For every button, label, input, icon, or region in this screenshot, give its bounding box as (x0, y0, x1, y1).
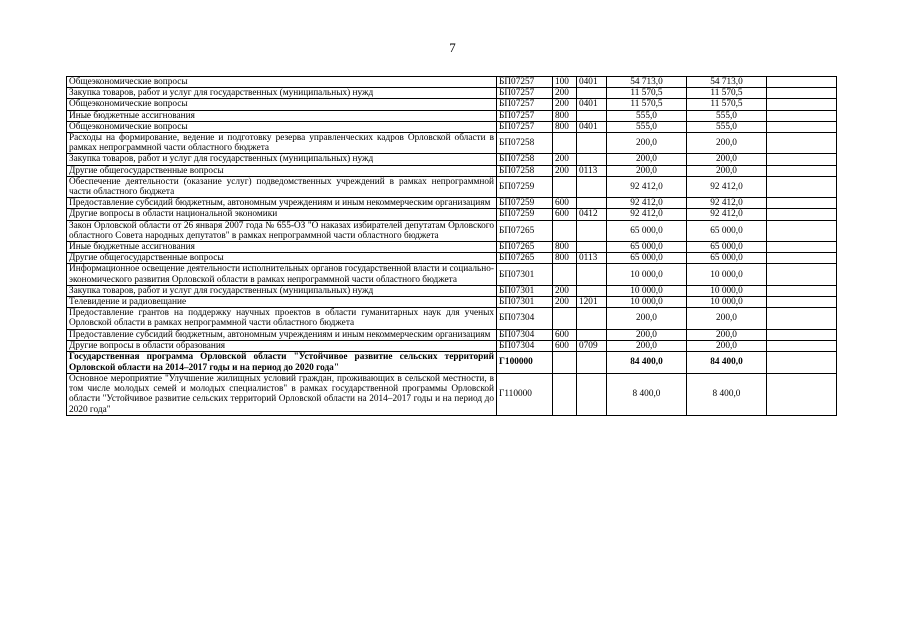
row-name: Другие вопросы в области национальной экономики (67, 209, 497, 220)
row-extra (767, 352, 837, 374)
row-expense-type (553, 133, 577, 154)
row-amount-1: 84 400,0 (607, 352, 687, 374)
row-name: Информационное освещение деятельности исполнительных органов государственной власти и социально-экономического развития Орловской области в рамках непрограммной части областного бюджета (67, 264, 497, 285)
row-amount-1: 54 713,0 (607, 77, 687, 88)
row-section-code (577, 308, 607, 329)
row-amount-1: 92 412,0 (607, 209, 687, 220)
row-amount-2: 200,0 (687, 340, 767, 351)
row-amount-2: 92 412,0 (687, 176, 767, 197)
row-expense-type: 600 (553, 340, 577, 351)
row-extra (767, 110, 837, 121)
row-extra (767, 121, 837, 132)
row-amount-2: 200,0 (687, 329, 767, 340)
row-amount-1: 10 000,0 (607, 264, 687, 285)
row-name: Государственная программа Орловской области "Устойчивое развитие сельских территорий Орловской области на 2014–2017 годы и на период до 2020 года" (67, 352, 497, 374)
row-amount-2: 92 412,0 (687, 198, 767, 209)
table-row (67, 154, 837, 165)
row-amount-2: 84 400,0 (687, 352, 767, 374)
table-row (67, 209, 837, 220)
row-name: Закупка товаров, работ и услуг для государственных (муниципальных) нужд (67, 154, 497, 165)
row-expense-type (553, 352, 577, 374)
row-code: БП07257 (497, 99, 553, 110)
row-expense-type (553, 374, 577, 416)
row-amount-1: 65 000,0 (607, 220, 687, 241)
row-section-code (577, 110, 607, 121)
row-amount-1: 555,0 (607, 121, 687, 132)
row-section-code: 1201 (577, 297, 607, 308)
row-section-code: 0401 (577, 99, 607, 110)
row-code: БП07304 (497, 329, 553, 340)
row-amount-2: 65 000,0 (687, 253, 767, 264)
row-code: Г110000 (497, 374, 553, 416)
row-expense-type: 800 (553, 110, 577, 121)
row-extra (767, 374, 837, 416)
row-section-code: 0113 (577, 165, 607, 176)
row-name: Иные бюджетные ассигнования (67, 110, 497, 121)
table-row (67, 352, 837, 374)
row-section-code (577, 264, 607, 285)
row-code: БП07301 (497, 264, 553, 285)
row-expense-type: 100 (553, 77, 577, 88)
table-row (67, 297, 837, 308)
row-amount-1: 10 000,0 (607, 285, 687, 296)
row-name: Другие общегосударственные вопросы (67, 165, 497, 176)
row-expense-type (553, 264, 577, 285)
row-expense-type: 600 (553, 198, 577, 209)
row-expense-type: 800 (553, 121, 577, 132)
row-extra (767, 99, 837, 110)
row-name: Другие общегосударственные вопросы (67, 253, 497, 264)
table-row (67, 285, 837, 296)
row-section-code (577, 220, 607, 241)
row-amount-1: 92 412,0 (607, 198, 687, 209)
table-row (67, 176, 837, 197)
row-expense-type (553, 176, 577, 197)
row-expense-type: 800 (553, 253, 577, 264)
row-section-code: 0113 (577, 253, 607, 264)
row-code: Г100000 (497, 352, 553, 374)
table-row (67, 264, 837, 285)
table-row (67, 198, 837, 209)
row-code: БП07257 (497, 88, 553, 99)
row-name: Другие вопросы в области образования (67, 340, 497, 351)
row-extra (767, 209, 837, 220)
row-amount-2: 65 000,0 (687, 242, 767, 253)
row-section-code: 0401 (577, 121, 607, 132)
row-expense-type: 200 (553, 154, 577, 165)
row-amount-1: 11 570,5 (607, 99, 687, 110)
row-code: БП07259 (497, 198, 553, 209)
row-amount-2: 92 412,0 (687, 209, 767, 220)
row-extra (767, 308, 837, 329)
row-amount-2: 200,0 (687, 133, 767, 154)
table-row (67, 340, 837, 351)
table-row (67, 88, 837, 99)
row-extra (767, 154, 837, 165)
row-expense-type: 600 (553, 329, 577, 340)
row-amount-2: 200,0 (687, 165, 767, 176)
row-amount-1: 65 000,0 (607, 242, 687, 253)
row-section-code (577, 242, 607, 253)
row-section-code (577, 88, 607, 99)
row-code: БП07265 (497, 253, 553, 264)
row-section-code (577, 285, 607, 296)
row-name: Общеэкономические вопросы (67, 77, 497, 88)
row-section-code (577, 352, 607, 374)
row-expense-type: 800 (553, 242, 577, 253)
table-row (67, 77, 837, 88)
table-row (67, 110, 837, 121)
row-expense-type: 200 (553, 297, 577, 308)
row-name: Иные бюджетные ассигнования (67, 242, 497, 253)
row-expense-type (553, 308, 577, 329)
page-number: 7 (449, 40, 456, 55)
row-name: Предоставление субсидий бюджетным, автономным учреждениям и иным некоммерческим организациям (67, 198, 497, 209)
row-code: БП07301 (497, 297, 553, 308)
row-extra (767, 220, 837, 241)
row-code: БП07257 (497, 121, 553, 132)
row-amount-1: 200,0 (607, 154, 687, 165)
row-name: Закон Орловской области от 26 января 2007 года № 655-ОЗ "О наказах избирателей депутатам Орловского областного Совета народных депутатов" в рамках непрограммной части областного бюджета (67, 220, 497, 241)
row-name: Телевидение и радиовещание (67, 297, 497, 308)
row-code: БП07259 (497, 209, 553, 220)
row-section-code: 0401 (577, 77, 607, 88)
table-row (67, 99, 837, 110)
row-amount-2: 200,0 (687, 308, 767, 329)
row-expense-type (553, 220, 577, 241)
row-amount-1: 92 412,0 (607, 176, 687, 197)
table-row (67, 121, 837, 132)
row-code: БП07265 (497, 242, 553, 253)
row-extra (767, 165, 837, 176)
table-row (67, 308, 837, 329)
row-extra (767, 285, 837, 296)
row-amount-2: 200,0 (687, 154, 767, 165)
row-code: БП07257 (497, 77, 553, 88)
row-amount-1: 200,0 (607, 340, 687, 351)
row-amount-1: 200,0 (607, 308, 687, 329)
row-expense-type: 200 (553, 285, 577, 296)
row-section-code: 0709 (577, 340, 607, 351)
row-section-code (577, 198, 607, 209)
table-row (67, 165, 837, 176)
row-amount-2: 8 400,0 (687, 374, 767, 416)
row-amount-1: 200,0 (607, 329, 687, 340)
row-section-code: 0412 (577, 209, 607, 220)
row-section-code (577, 133, 607, 154)
row-extra (767, 242, 837, 253)
row-extra (767, 297, 837, 308)
row-extra (767, 198, 837, 209)
row-code: БП07258 (497, 133, 553, 154)
table-body (67, 77, 837, 416)
row-amount-1: 8 400,0 (607, 374, 687, 416)
row-section-code (577, 374, 607, 416)
row-extra (767, 264, 837, 285)
row-extra (767, 176, 837, 197)
row-amount-2: 65 000,0 (687, 220, 767, 241)
row-amount-1: 11 570,5 (607, 88, 687, 99)
row-amount-2: 10 000,0 (687, 264, 767, 285)
row-section-code (577, 329, 607, 340)
row-amount-2: 11 570,5 (687, 88, 767, 99)
table-row (67, 253, 837, 264)
row-amount-1: 200,0 (607, 133, 687, 154)
row-code: БП07304 (497, 340, 553, 351)
row-amount-1: 555,0 (607, 110, 687, 121)
row-name: Общеэкономические вопросы (67, 99, 497, 110)
row-code: БП07258 (497, 154, 553, 165)
row-name: Расходы на формирование, ведение и подготовку резерва управленческих кадров Орловской области в рамках непрограммной части областного бюджета (67, 133, 497, 154)
table-row (67, 242, 837, 253)
row-code: БП07259 (497, 176, 553, 197)
row-extra (767, 77, 837, 88)
row-amount-2: 10 000,0 (687, 297, 767, 308)
row-extra (767, 329, 837, 340)
row-amount-2: 11 570,5 (687, 99, 767, 110)
row-code: БП07304 (497, 308, 553, 329)
row-extra (767, 253, 837, 264)
row-code: БП07265 (497, 220, 553, 241)
row-amount-2: 54 713,0 (687, 77, 767, 88)
row-section-code (577, 154, 607, 165)
row-extra (767, 88, 837, 99)
row-amount-1: 10 000,0 (607, 297, 687, 308)
row-amount-1: 65 000,0 (607, 253, 687, 264)
row-expense-type: 200 (553, 165, 577, 176)
row-name: Закупка товаров, работ и услуг для государственных (муниципальных) нужд (67, 88, 497, 99)
row-expense-type: 200 (553, 99, 577, 110)
row-name: Основное мероприятие "Улучшение жилищных условий граждан, проживающих в сельской местности, в том числе молодых семей и молодых специалистов" в рамках государственной программы Орловской области "Устойчивое развитие сельских территорий Орловской области на 2014–2017 годы и на период до 2020 года" (67, 374, 497, 416)
row-name: Закупка товаров, работ и услуг для государственных (муниципальных) нужд (67, 285, 497, 296)
row-extra (767, 133, 837, 154)
row-extra (767, 340, 837, 351)
table-row (67, 329, 837, 340)
row-code: БП07301 (497, 285, 553, 296)
row-name: Общеэкономические вопросы (67, 121, 497, 132)
table-row (67, 220, 837, 241)
row-name: Обеспечение деятельности (оказание услуг) подведомственных учреждений в рамках непрограммной части областного бюджета (67, 176, 497, 197)
row-code: БП07258 (497, 165, 553, 176)
row-name: Предоставление грантов на поддержку научных проектов в области гуманитарных наук для ученых Орловской области в рамках непрограммной части областного бюджета (67, 308, 497, 329)
budget-table (66, 76, 837, 416)
row-name: Предоставление субсидий бюджетным, автономным учреждениям и иным некоммерческим организациям (67, 329, 497, 340)
table-row (67, 133, 837, 154)
row-amount-2: 555,0 (687, 121, 767, 132)
row-code: БП07257 (497, 110, 553, 121)
row-amount-1: 200,0 (607, 165, 687, 176)
table-row (67, 374, 837, 416)
row-section-code (577, 176, 607, 197)
row-amount-2: 555,0 (687, 110, 767, 121)
row-expense-type: 600 (553, 209, 577, 220)
row-expense-type: 200 (553, 88, 577, 99)
row-amount-2: 10 000,0 (687, 285, 767, 296)
